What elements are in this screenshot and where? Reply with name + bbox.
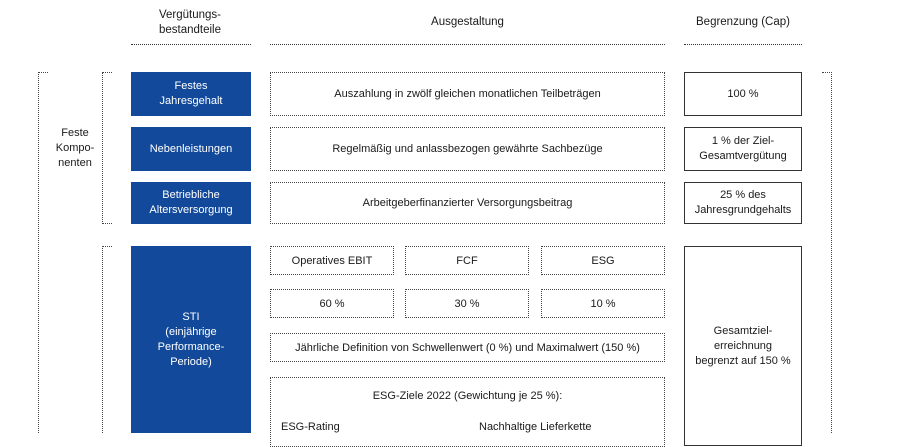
esg-goals-box	[270, 377, 665, 447]
fixed-components-label: Feste Kompo- nenten	[55, 127, 95, 169]
esg-goal-rating: ESG-Rating	[281, 421, 340, 433]
kpi-fcf: FCF	[405, 246, 529, 275]
component-fixed-salary: Festes Jahresgehalt	[131, 72, 251, 116]
cap-pension: 25 % des Jahresgrundgehalts	[684, 182, 802, 224]
sti-threshold-definition: Jährliche Definition von Schwellenwert (0 %) und Maximalwert (150 %)	[270, 333, 665, 362]
esg-goals-title: ESG-Ziele 2022 (Gewichtung je 25 %):	[372, 390, 563, 402]
header-components-rule	[131, 44, 251, 45]
component-sti: STI (einjährige Performance- Periode)	[131, 246, 251, 433]
cap-fringe-benefits: 1 % der Ziel- Gesamtvergütung	[684, 127, 802, 171]
design-fixed-salary: Auszahlung in zwölf gleichen monatlichen Teilbeträgen	[270, 72, 665, 116]
weight-operative-ebit: 60 %	[270, 289, 394, 318]
design-pension: Arbeitgeberfinanzierter Versorgungsbeitrag	[270, 182, 665, 224]
sti-bracket	[102, 246, 112, 433]
header-cap-rule	[684, 44, 802, 45]
kpi-esg: ESG	[541, 246, 665, 275]
component-pension: Betriebliche Altersversorgung	[131, 182, 251, 224]
header-design: Ausgestaltung	[431, 16, 504, 28]
kpi-operative-ebit: Operatives EBIT	[270, 246, 394, 275]
component-fringe-benefits: Nebenleistungen	[131, 127, 251, 171]
header-components: Vergütungs- bestandteile	[158, 9, 222, 36]
header-design-rule	[270, 44, 665, 45]
header-cap: Begrenzung (Cap)	[696, 16, 790, 28]
design-fringe-benefits: Regelmäßig und anlassbezogen gewährte Sachbezüge	[270, 127, 665, 171]
esg-goal-supply-chain: Nachhaltige Lieferkette	[479, 421, 592, 433]
weight-esg: 10 %	[541, 289, 665, 318]
cap-sti: Gesamtziel- erreichnung begrenzt auf 150 %	[684, 246, 802, 446]
outer-right-bracket	[822, 72, 832, 433]
cap-fixed-salary: 100 %	[684, 72, 802, 116]
weight-fcf: 30 %	[405, 289, 529, 318]
